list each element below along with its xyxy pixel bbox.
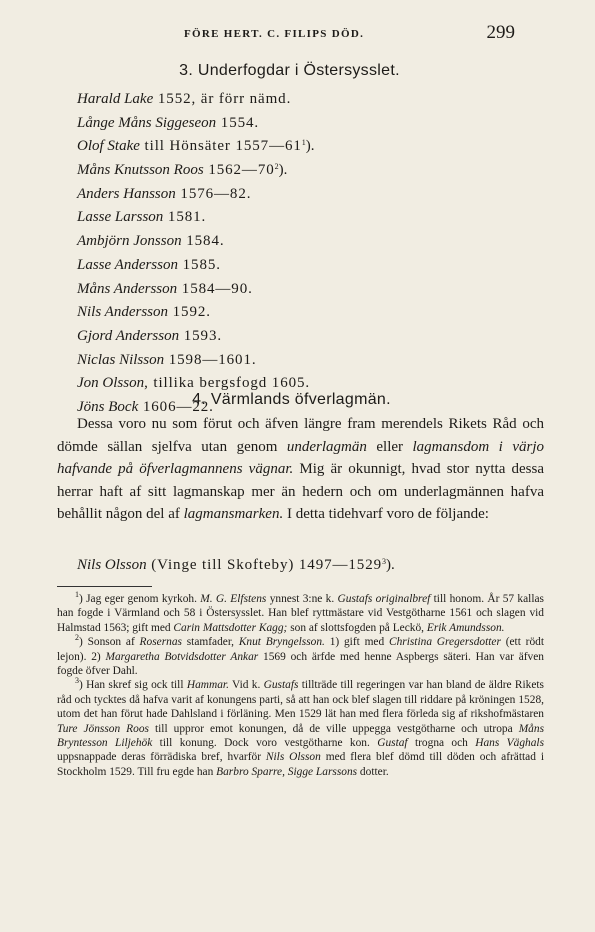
list-item: Olof Stake till Hönsäter $1557—61^1$). xyxy=(77,138,315,155)
list-item: Lasse Larsson 1581. xyxy=(77,209,207,226)
footnotes xyxy=(57,592,544,779)
list-item: Måns Andersson 1584—90. xyxy=(77,280,253,297)
list-item: Gjord Andersson 1593. xyxy=(77,327,222,344)
list-item: Långe Måns Siggeseon 1554. xyxy=(77,114,260,131)
running-head: FÖRE HERT. C. FILIPS DÖD. xyxy=(184,28,365,40)
overlagman-entry: Nils Olsson (Vinge till Skofteby) 1497—1529$^3$). xyxy=(77,557,395,573)
footnote-rule xyxy=(57,586,152,587)
list-item: Harald Lake 1552, är förr nämd. xyxy=(77,91,292,107)
footnote-3: $^3$) Han skref sig ock till Hammar. Vid k. Gustafs tillträde till regeringen var han bland de äldre Rikets råd och tycktes då hafva varit af konungens parti, så att han ock blef slagen till riddare på kröningen 1528, utom det han förut hade Dahlsland i förläning. Men 1529 lät han med flera förleda sig af rikshofmästaren Ture Jönsson Roos till uppror emot konungen, då de ville uppegga vestgötharne och utropa Måns Bryntesson Liljehök till konung. Dock voro vestgötharne kon. Gustaf trogna och Hans Väghals uppsnappade deras förrädiska bref, hvarför Nils Olsson med flera blef dömd till döden och afrättad i Stockholm 1529. Till fru egde han Barbro Sparre, Sigge Larssons dotter. xyxy=(57,676,544,778)
footnote-2: $^2$) Sonson af Rosernas stamfader, Knut Bryngelsson. 1) gift med Christina Gregersdotter (ett rödt lejon). 2) Margaretha Botvidsdotter Ankar 1569 och ärfde med henne Aspbergs säteri. Han var äfven fogde öfver Dahl. xyxy=(57,633,545,678)
list-item: Niclas Nilsson 1598—1601. xyxy=(77,351,257,368)
list-item: Måns Knutsson Roos $1562—70^2$). xyxy=(77,162,288,179)
list-item: Ambjörn Jonsson 1584. xyxy=(77,233,225,250)
section-heading-underfogdar: 3. Underfogdar i Östersysslet. xyxy=(179,62,400,79)
body-paragraph: Dessa voro nu som förut och äfven längre fram merendels Rikets Råd och dömde sällan sjelfva utan genom underlagmän eller lagmansdom i värjo hafvande på öfverlagmannens vägnar. Mig är okunnigt, hvad stor nytta dessa herrar haft af sitt lagmanskap mer än hedern och om underlagmännen hafva behållit någon del af lagmansmarken. I detta tidehvarf voro de följande: xyxy=(57,416,544,522)
footnote-1: $^1$) Jag eger genom kyrkoh. M. G. Elfstens ynnest 3:ne k. Gustafs originalbref till honom. År 57 kallas han fogde i Värmland och 58 i Östersysslet. Han blef ryttmästare vid Vestgötharne 1561 och slagen vid Halmstad 1563; gift med Carin Mattsdotter Kagg; son af slottsfogden på Leckö, Erik Amundsson. xyxy=(57,590,544,634)
list-item: Lasse Andersson 1585. xyxy=(77,256,221,273)
section-heading-overlagman: 4. Värmlands öfverlagmän. xyxy=(192,391,391,408)
list-item: Jöns Bock 1606—22. xyxy=(77,398,214,415)
page-number: 299 xyxy=(486,22,515,43)
underfogdar-list xyxy=(77,88,547,420)
list-item: Nils Andersson 1592. xyxy=(77,304,211,321)
list-item: Anders Hansson 1576—82. xyxy=(77,185,252,202)
page-header xyxy=(0,22,595,48)
list-item: Jon Olsson, tillika bergsfogd 1605. xyxy=(77,375,311,392)
